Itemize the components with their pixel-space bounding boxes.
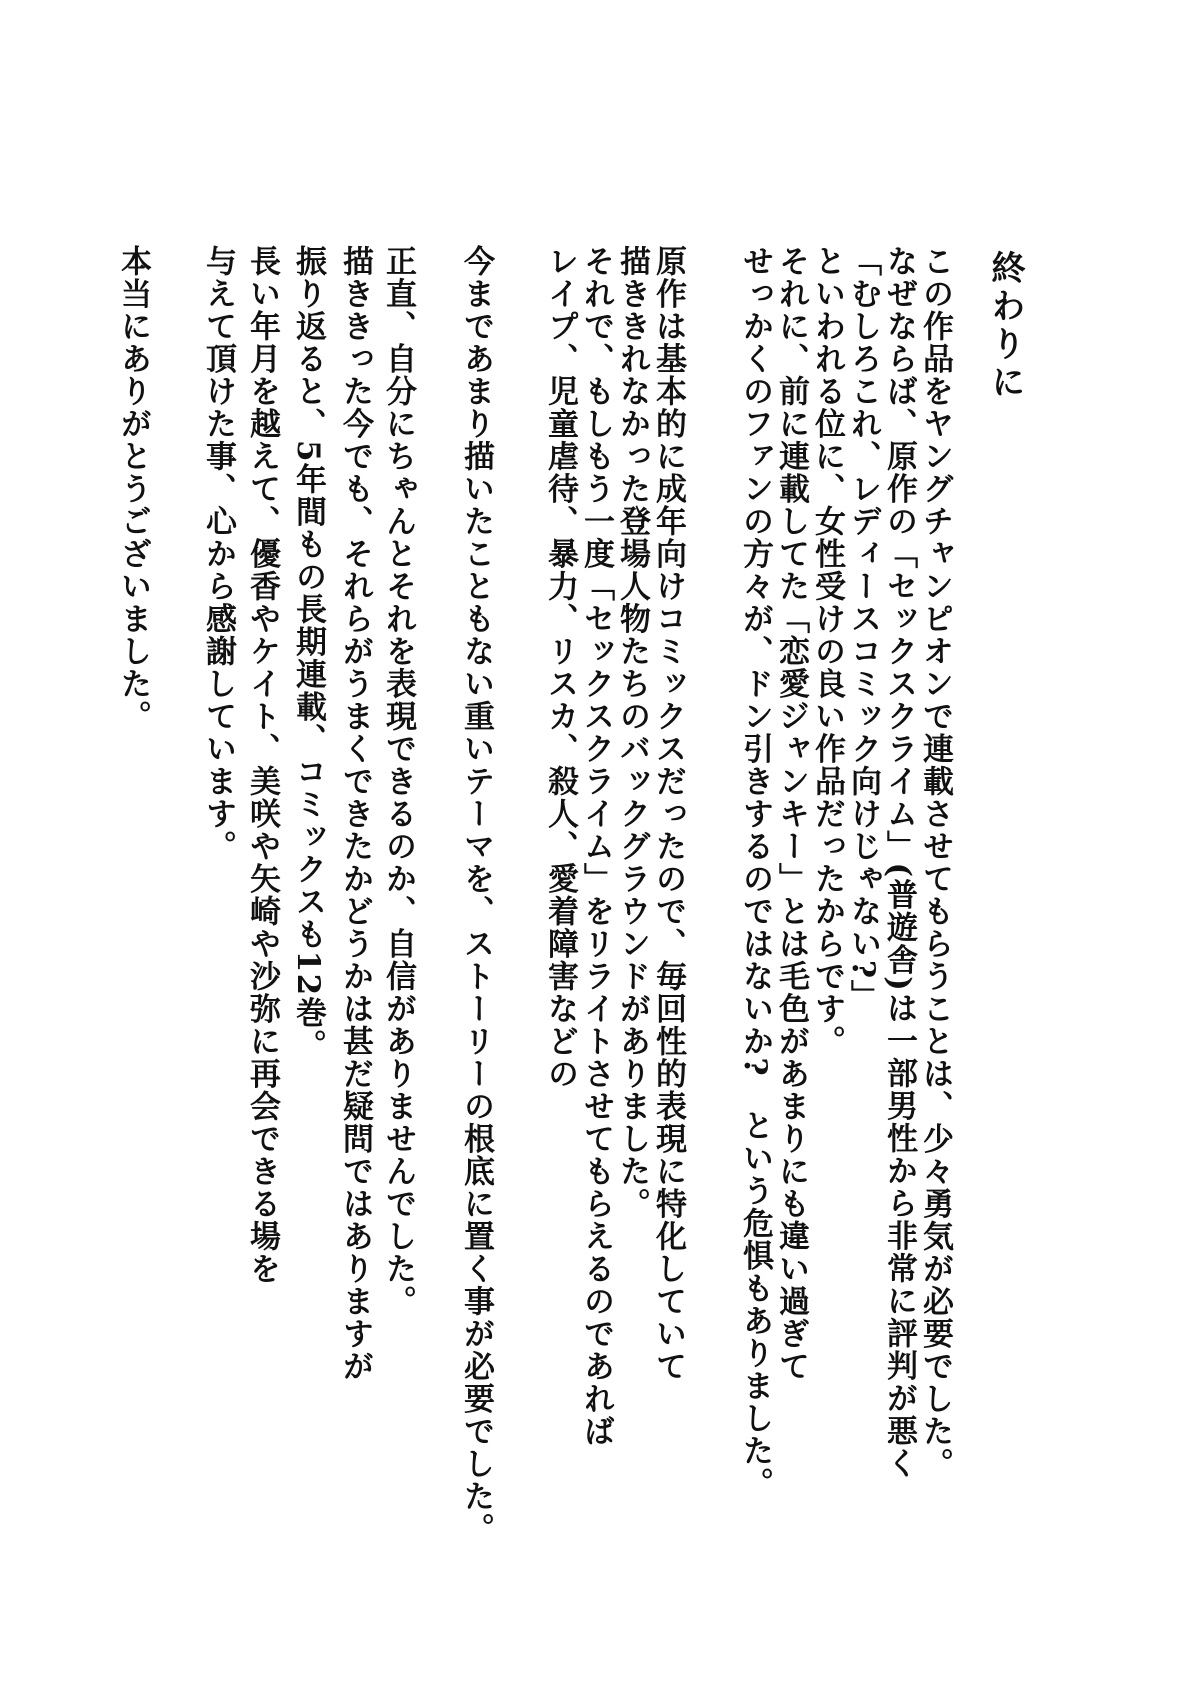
text-line: なぜならば、原作の「セックスクライム」(普遊舎)は一部男性から非常に評判が悪く — [881, 245, 917, 1480]
page-title: 終わりに — [985, 250, 1025, 402]
text-line: 描ききった今でも、それらがうまくできたかどうかは甚だ疑問ではありますが — [337, 245, 373, 1383]
text-line: それで、もしもう一度「セックスクライム」をリライトさせてもらえるのであれば — [578, 245, 614, 1448]
text-line: せっかくのファンの方々が、ドン引きするのではないか? という危惧もありました。 — [737, 245, 773, 1500]
text-line: レイプ、児童虐待、暴力、リスカ、殺人、愛着障害などの — [542, 245, 578, 1090]
text-line: 長い年月を越えて、優香やケイト、美咲や矢崎や沙弥に再会できる場を — [244, 245, 280, 1285]
text-line: この作品をヤングチャンピオンで連載させてもらうことは、少々勇気が必要でした。 — [917, 245, 953, 1480]
text-line: 与えて頂けた事、心から感謝しています。 — [200, 245, 236, 863]
text-line: 振り返ると、5年間もの長期連載、コミックスも12巻。 — [290, 245, 326, 1062]
text-line: 本当にありがとうございました。 — [115, 245, 151, 733]
text-line: 描ききれなかった登場人物たちのバックグラウンドがありました。 — [614, 245, 650, 1220]
text-line: 原作は基本的に成年向けコミックスだったので、毎回性的表現に特化していて — [650, 245, 686, 1383]
text-line: といわれる位に、女性受けの良い作品だったからです。 — [809, 245, 845, 1058]
text-line: 正直、自分にちゃんとそれを表現できるのか、自信がありませんでした。 — [380, 245, 416, 1318]
text-line: それに、前に連載してた「恋愛ジャンキー」とは毛色があまりにも違い過ぎて — [773, 245, 809, 1383]
text-line: 今まであまり描いたこともない重いテーマを、ストーリーの根底に置く事が必要でした。 — [458, 245, 494, 1545]
text-line: 「むしろこれ、レディースコミック向けじゃない?」 — [845, 245, 881, 1013]
